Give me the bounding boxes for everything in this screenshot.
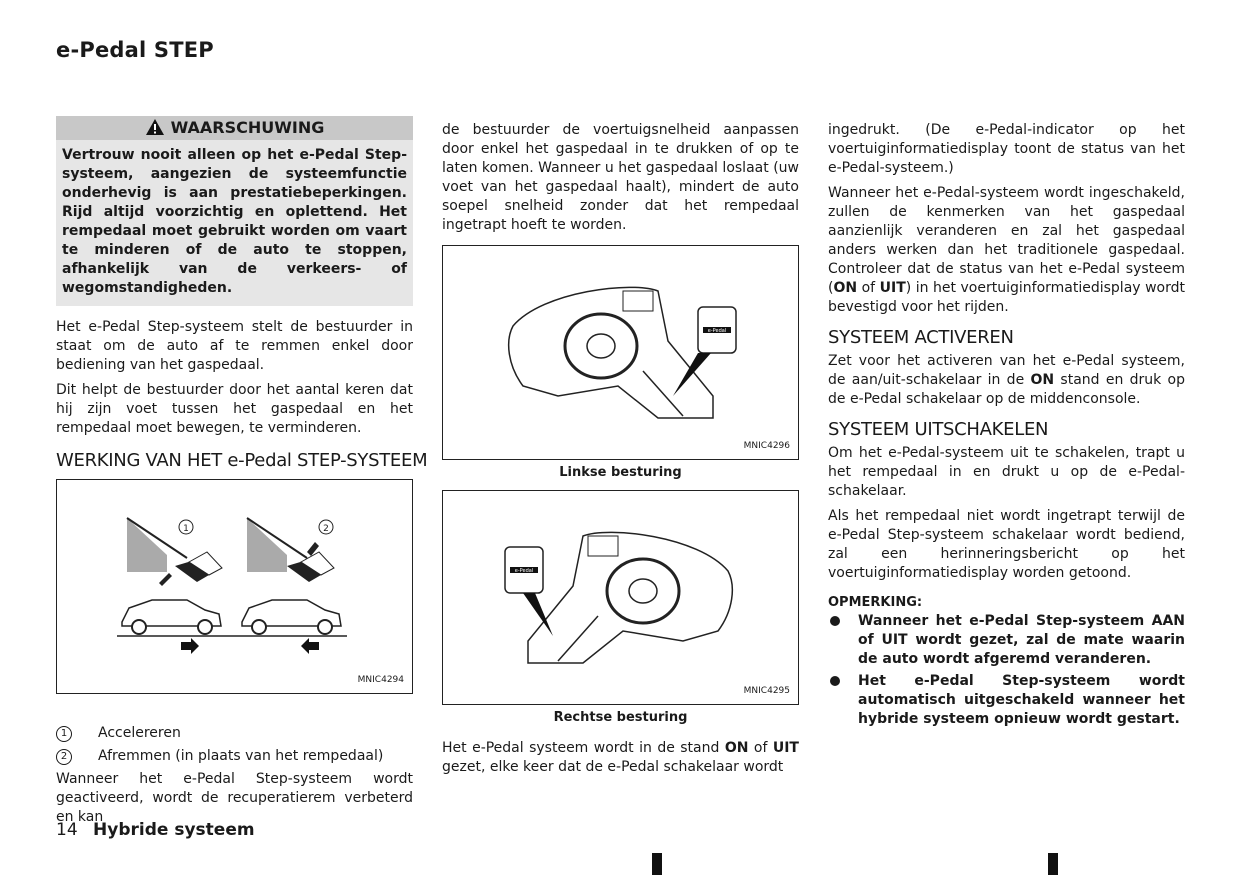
- note-bullet: [828, 672, 1185, 729]
- warning-heading: WAARSCHUWING: [170, 118, 325, 137]
- page-number: 14: [56, 820, 78, 840]
- list-item: [56, 747, 413, 766]
- bullet-text: Wanneer het e-Pedal Step-systeem AAN of UIT wordt gezet, zal de mate waarin de auto wordt afgeremd veranderen.: [858, 613, 1185, 667]
- deactivate-paragraph: Om het e-Pedal-systeem uit te schakelen, trapt u het rempedaal in en drukt u op de e-Pedal-schakelaar.: [828, 445, 1185, 499]
- column-left: [56, 116, 428, 833]
- item-number: 1: [56, 726, 72, 742]
- intro-paragraph: Het e-Pedal Step-systeem stelt de bestuurder in staat om de auto af te remmen enkel door bediening van het gaspedaal.: [56, 319, 413, 373]
- note-title: OPMERKING:: [828, 595, 923, 610]
- dashboard-lhd-illustration: [443, 246, 798, 459]
- activation-paragraph: Wanneer het e-Pedal Step-systeem wordt geactiveerd, wordt de recuperatierem verbeterd en kan: [56, 771, 413, 825]
- section-heading-uitschakelen: SYSTEEM UITSCHAKELEN: [828, 419, 1049, 440]
- section-name: Hybride systeem: [93, 820, 255, 840]
- bullet-text: Het e-Pedal Step-systeem wordt automatisch uitgeschakeld wanneer het hybride systeem opnieuw wordt gestart.: [858, 673, 1185, 727]
- warning-triangle-icon: [145, 118, 165, 136]
- switch-paragraph: Het e-Pedal systeem wordt in de stand ON of UIT gezet, elke keer dat de e-Pedal schakelaar wordt: [442, 740, 799, 775]
- figure-num-2: 2: [323, 524, 329, 534]
- column-right: [828, 121, 1185, 732]
- pedal-operation-illustration: [57, 480, 412, 693]
- characteristics-paragraph: Wanneer het e-Pedal-systeem wordt ingeschakeld, zullen de kenmerken van het gaspedaal aanzienlijk veranderen en zal het gaspedaal anders werken dan het traditionele gaspedaal. Controleer dat de status van het e-Pedal systeem (ON of UIT) in het voertuiginformatiedisplay wordt bevestigd voor het rijden.: [828, 185, 1185, 315]
- figure-num-1: 1: [183, 524, 189, 534]
- intro-paragraph-2: Dit helpt de bestuurder door het aantal keren dat hij zijn voet tussen het gaspedaal en het rempedaal moet bewegen, te verminderen.: [56, 382, 413, 436]
- note-bullet: [828, 612, 1185, 669]
- item-text: Afremmen (in plaats van het rempedaal): [98, 748, 384, 764]
- column-middle: [442, 121, 799, 783]
- figure-rhd: [442, 490, 799, 705]
- indicator-paragraph: ingedrukt. (De e-Pedal-indicator op het voertuiginformatiedisplay toont de status van het e-Pedal-systeem.): [828, 122, 1185, 176]
- bullet-dot-icon: [830, 616, 840, 626]
- dashboard-rhd-illustration: [443, 491, 798, 704]
- item-number: 2: [56, 749, 72, 765]
- figure-code: MNIC4296: [743, 441, 790, 451]
- activate-paragraph: Zet voor het activeren van het e-Pedal systeem, de aan/uit-schakelaar in de ON stand en druk op de e-Pedal schakelaar op de middenconsole.: [828, 353, 1185, 407]
- bullet-dot-icon: [830, 676, 840, 686]
- warning-text: Vertrouw nooit alleen op het e-Pedal Step-systeem, aangezien de systeemfunctie onderhevig is aan prestatiebeperkingen. Rijd altijd voorzichtig en oplettend. Het rempedaal moet gebruikt worden om vaart te minderen of de auto te stoppen, afhankelijk van de verkeers- of wegomstandigheden.: [62, 147, 407, 296]
- figure-code: MNIC4294: [357, 675, 404, 685]
- section-heading-werking: WERKING VAN HET e-Pedal STEP-SYSTEEM: [56, 450, 428, 471]
- registration-mark: [1048, 853, 1058, 875]
- reminder-paragraph: Als het rempedaal niet wordt ingetrapt terwijl de e-Pedal Step-systeem schakelaar wordt bediend, zal een herinneringsbericht op het voertuiginformatiedisplay worden getoond.: [828, 508, 1185, 581]
- continued-paragraph: de bestuurder de voertuigsnelheid aanpassen door enkel het gaspedaal in te drukken of op te laten komen. Wanneer u het gaspedaal loslaat (uw voet van het gaspedaal haalt), mindert de auto soepel snelheid zonder dat het rempedaal ingetrapt hoeft te worden.: [442, 122, 799, 233]
- e-pedal-label: e-Pedal: [514, 568, 534, 574]
- e-pedal-label: e-Pedal: [707, 328, 727, 334]
- registration-mark: [652, 853, 662, 875]
- warning-box: [56, 116, 413, 306]
- page-title: e-Pedal STEP: [56, 38, 214, 62]
- figure-lhd: [442, 245, 799, 460]
- figure-pedal-operation: [56, 479, 413, 694]
- section-heading-activeren: SYSTEEM ACTIVEREN: [828, 327, 1014, 348]
- list-item: [56, 724, 413, 743]
- item-text: Accelereren: [98, 725, 181, 741]
- figure-caption-rhd: Rechtse besturing: [553, 710, 688, 725]
- warning-header: [56, 116, 413, 140]
- figure-code: MNIC4295: [743, 686, 790, 696]
- figure-caption-lhd: Linkse besturing: [559, 465, 682, 480]
- page-footer: [56, 820, 255, 840]
